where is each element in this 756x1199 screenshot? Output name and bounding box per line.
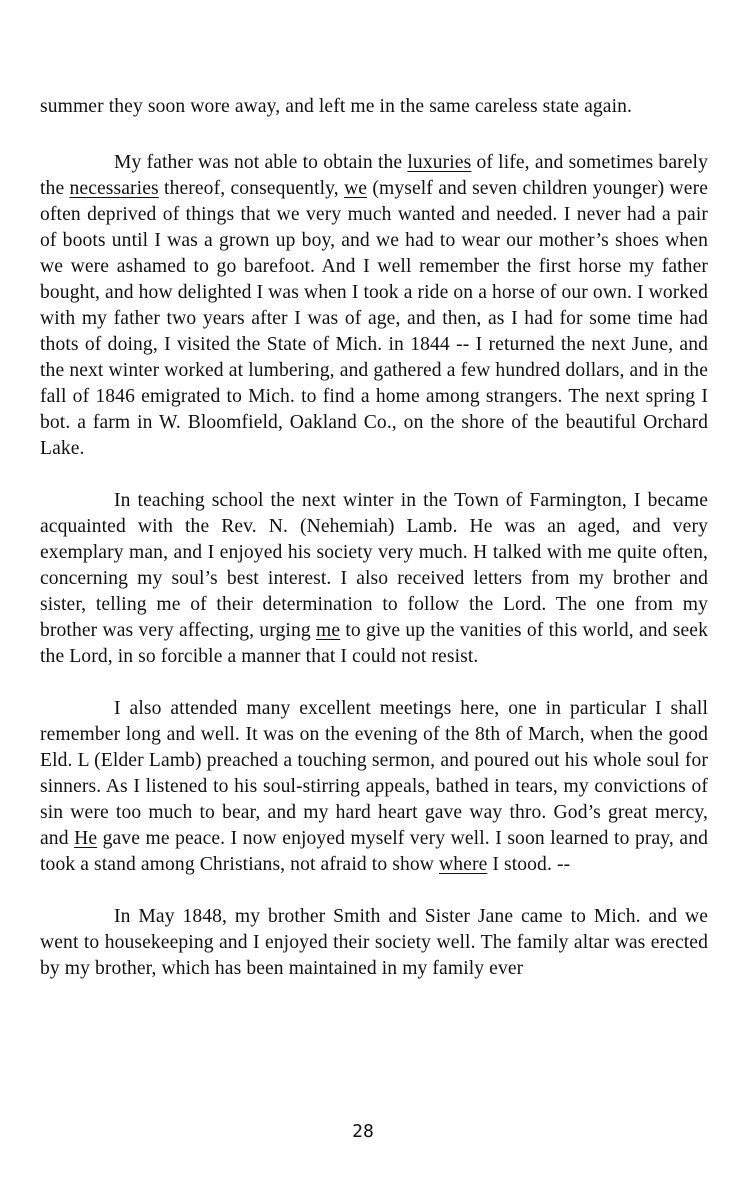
paragraph-text: gave me peace. I now enjoyed myself very well. I soon learned to pray, and took a stand among Christians, not afraid to show bbox=[40, 828, 708, 875]
paragraph-may-1848 bbox=[40, 904, 708, 982]
underlined-word: He bbox=[74, 828, 98, 849]
paragraph-father bbox=[40, 150, 708, 462]
paragraph-farmington bbox=[40, 488, 708, 670]
paragraph-text: of life, and sometimes barely the bbox=[40, 152, 708, 199]
continuation-line bbox=[40, 94, 708, 120]
paragraph-meetings bbox=[40, 696, 708, 878]
paragraph-text: My father was not able to obtain the bbox=[114, 152, 408, 173]
underlined-word: necessaries bbox=[69, 178, 159, 199]
paragraph-text: thereof, consequently, bbox=[158, 178, 345, 199]
paragraph-text: In teaching school the next winter in the Town of Farmington, I became acquainted with the Rev. N. (Nehemiah) Lamb. He was an aged, and very exemplary man, and I enjoyed his society very much. H talked with me quite often, concerning my soul’s best interest. I also received letters from my brother and sister, telling me of their determination to follow the Lord. The one from my brother was very affecting, urging bbox=[40, 490, 708, 641]
paragraph-text: In May 1848, my brother Smith and Sister Jane came to Mich. and we went to housekeeping and I enjoyed their society well. The family altar was erected by my brother, which has been maintained in my family ever bbox=[40, 906, 708, 979]
paragraph-text: to give up the vanities of this world, and seek the Lord, in so forcible a manner that I could not resist. bbox=[40, 620, 708, 667]
document-page bbox=[40, 94, 708, 982]
underlined-word: luxuries bbox=[407, 152, 472, 173]
paragraph-text: I stood. -- bbox=[487, 854, 571, 875]
page-number: 28 bbox=[352, 1121, 374, 1142]
underlined-word: we bbox=[344, 178, 368, 199]
underlined-word: where bbox=[439, 854, 488, 875]
underlined-word: me bbox=[315, 620, 341, 641]
paragraph-text: I also attended many excellent meetings here, one in particular I shall remember long and well. It was on the evening of the 8th of March, when the good Eld. L (Elder Lamb) preached a touching sermon, and poured out his whole soul for sinners. As I listened to his soul-stirring appeals, bathed in tears, my convictions of sin were too much to bear, and my hard heart gave way thro. God’s great mercy, and bbox=[40, 698, 708, 849]
paragraph-text: (myself and seven children younger) were often deprived of things that we very much wanted and needed. I never had a pair of boots until I was a grown up boy, and we had to wear our mother’s shoes when we were ashamed to go barefoot. And I well remember the first horse my father bought, and how delighted I was when I took a ride on a horse of our own. I worked with my father two years after I was of age, and then, as I had for some time had thots of doing, I visited the State of Mich. in 1844 -- I returned the next June, and the next winter worked at lumbering, and gathered a few hundred dollars, and in the fall of 1846 emigrated to Mich. to find a home among strangers. The next spring I bot. a farm in W. Bloomfield, Oakland Co., on the shore of the beautiful Orchard Lake. bbox=[40, 178, 708, 459]
continuation-text: summer they soon wore away, and left me in the same careless state again. bbox=[40, 96, 633, 117]
